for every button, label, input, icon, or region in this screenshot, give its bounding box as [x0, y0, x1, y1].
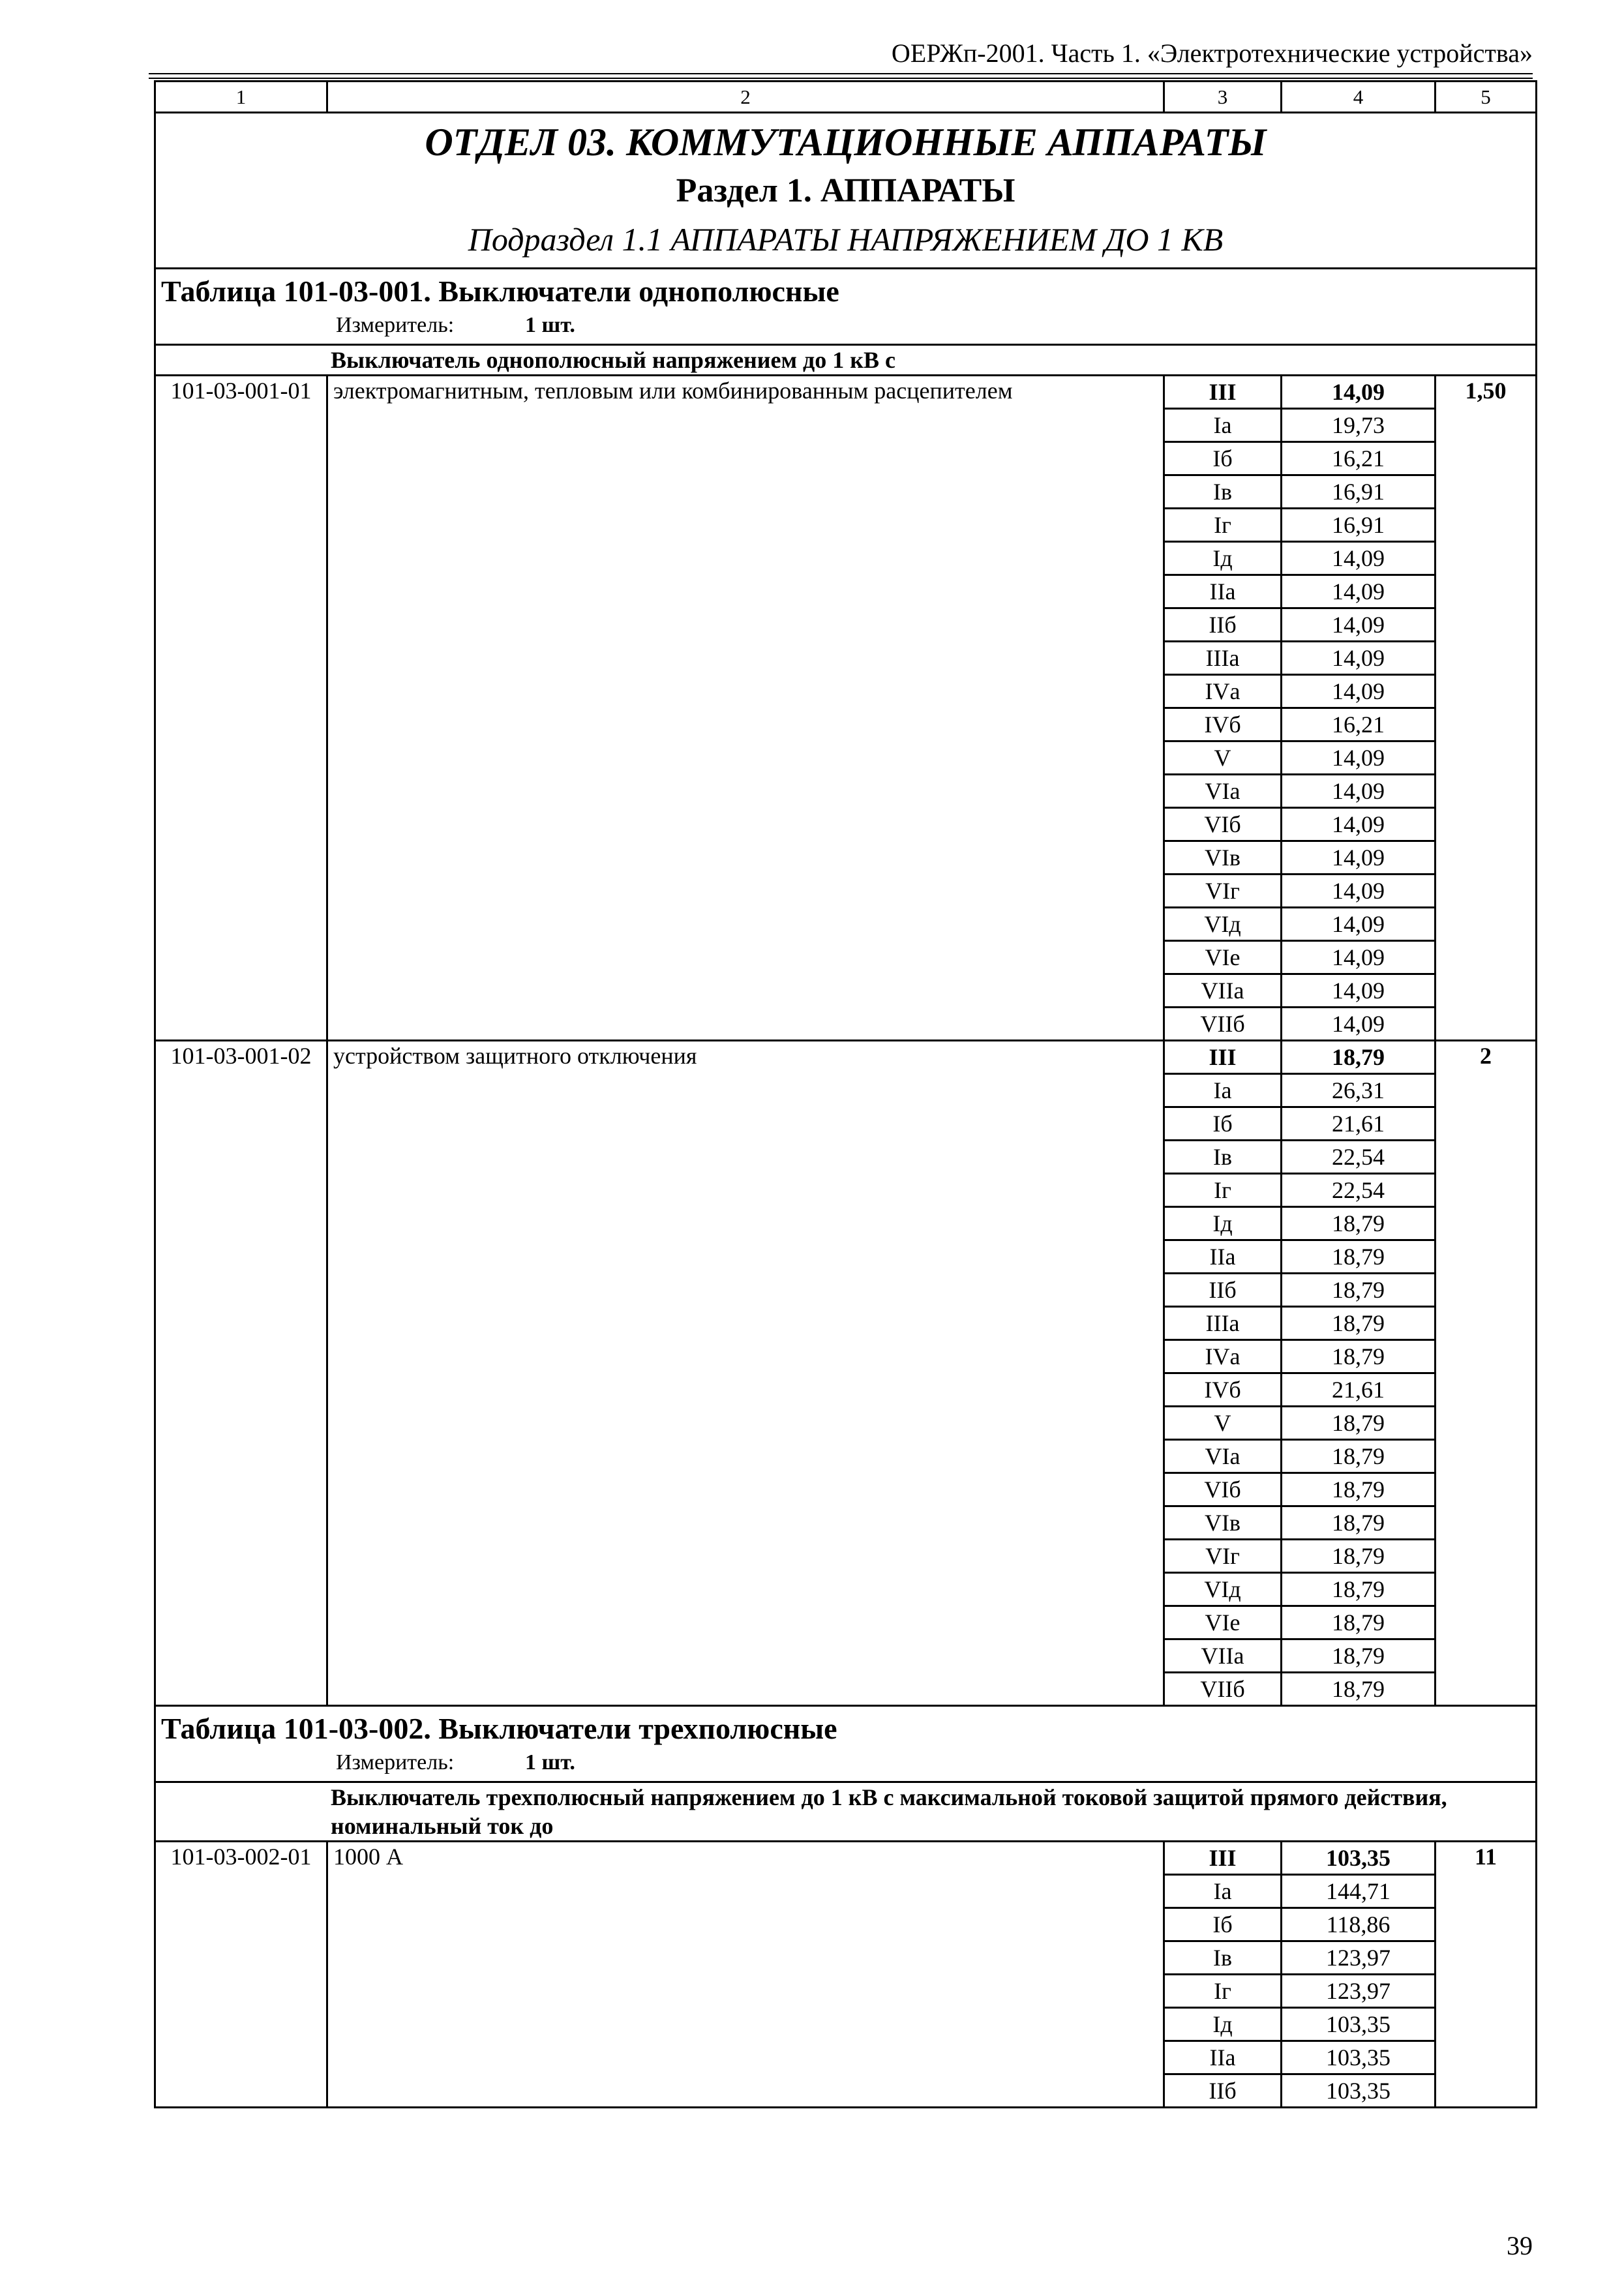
- zone-cell: IIб: [1164, 608, 1282, 642]
- table-heading-row: [155, 1706, 1537, 1782]
- zone-cell: Iа: [1164, 1074, 1282, 1107]
- zone-cell: Iа: [1164, 1875, 1282, 1908]
- value-cell: 14,09: [1282, 808, 1436, 841]
- section-title-cell: [155, 113, 1537, 269]
- zone-cell: Iб: [1164, 1908, 1282, 1941]
- value-cell: 14,09: [1282, 941, 1436, 974]
- value-cell: 18,79: [1282, 1606, 1436, 1639]
- value-cell: 18,79: [1282, 1307, 1436, 1340]
- table-heading-row: [155, 269, 1537, 345]
- measure-label: Измеритель:: [336, 313, 455, 337]
- zone-cell: VIIб: [1164, 1673, 1282, 1706]
- table-heading-cell: [155, 269, 1537, 345]
- zone-cell: Iг: [1164, 1975, 1282, 2008]
- value-cell: 103,35: [1282, 2041, 1436, 2074]
- value-cell: 16,91: [1282, 475, 1436, 509]
- value-cell: 14,09: [1282, 542, 1436, 575]
- zone-cell: Iд: [1164, 542, 1282, 575]
- zone-cell: Iд: [1164, 1207, 1282, 1240]
- value-cell: 118,86: [1282, 1908, 1436, 1941]
- value-cell: 14,09: [1282, 675, 1436, 708]
- header-rule-top: [149, 73, 1533, 74]
- measure-value: 1 шт.: [525, 313, 575, 337]
- column-number-4: 4: [1282, 82, 1436, 113]
- zone-cell: IIб: [1164, 1274, 1282, 1307]
- zone-cell: VIIа: [1164, 974, 1282, 1008]
- table-row: [155, 1041, 1537, 1074]
- column-number-row: [155, 82, 1537, 113]
- value-cell: 18,79: [1282, 1473, 1436, 1506]
- value-cell: 103,35: [1282, 2074, 1436, 2108]
- value-cell: 103,35: [1282, 2008, 1436, 2041]
- value-cell: 19,73: [1282, 409, 1436, 442]
- zone-cell: IVб: [1164, 1373, 1282, 1407]
- zone-cell: IIа: [1164, 575, 1282, 608]
- zone-cell: Iб: [1164, 442, 1282, 475]
- value-cell: 123,97: [1282, 1941, 1436, 1975]
- zone-cell: Iг: [1164, 509, 1282, 542]
- column-number-5: 5: [1436, 82, 1537, 113]
- column-number-2: 2: [327, 82, 1164, 113]
- zone-cell: IVб: [1164, 708, 1282, 741]
- price-table: [154, 80, 1537, 2108]
- value-cell: 14,09: [1282, 841, 1436, 875]
- value-cell: 18,79: [1282, 1041, 1436, 1074]
- item-col5: 2: [1436, 1041, 1537, 1706]
- item-code: 101-03-002-01: [155, 1842, 327, 2108]
- podrazdel-title: Подраздел 1.1 АППАРАТЫ НАПРЯЖЕНИЕМ ДО 1 КВ: [468, 221, 1224, 258]
- group-heading-row: [155, 1782, 1537, 1842]
- zone-cell: IIIа: [1164, 642, 1282, 675]
- column-number-3: 3: [1164, 82, 1282, 113]
- table-title: Таблица 101-03-001. Выключатели однополюсные: [161, 275, 839, 308]
- zone-cell: Iв: [1164, 1141, 1282, 1174]
- value-cell: 18,79: [1282, 1440, 1436, 1473]
- value-cell: 22,54: [1282, 1141, 1436, 1174]
- zone-cell: VIа: [1164, 775, 1282, 808]
- value-cell: 14,09: [1282, 875, 1436, 908]
- table-title: Таблица 101-03-002. Выключатели трехполюсные: [161, 1712, 837, 1745]
- zone-cell: Iв: [1164, 1941, 1282, 1975]
- item-name: электромагнитным, тепловым или комбинированным расцепителем: [327, 376, 1164, 1041]
- measure-value: 1 шт.: [525, 1750, 575, 1774]
- zone-cell: VIIа: [1164, 1639, 1282, 1673]
- measure-label: Измеритель:: [336, 1750, 455, 1774]
- value-cell: 144,71: [1282, 1875, 1436, 1908]
- zone-cell: IIб: [1164, 2074, 1282, 2108]
- item-col5: 1,50: [1436, 376, 1537, 1041]
- value-cell: 18,79: [1282, 1207, 1436, 1240]
- zone-cell: Iд: [1164, 2008, 1282, 2041]
- zone-cell: Iг: [1164, 1174, 1282, 1207]
- value-cell: 14,09: [1282, 974, 1436, 1008]
- zone-cell: VIа: [1164, 1440, 1282, 1473]
- value-cell: 14,09: [1282, 775, 1436, 808]
- value-cell: 18,79: [1282, 1340, 1436, 1373]
- item-code: 101-03-001-01: [155, 376, 327, 1041]
- group-heading: Выключатель однополюсный напряжением до 1 кВ с: [155, 345, 1537, 376]
- value-cell: 18,79: [1282, 1274, 1436, 1307]
- item-name: 1000 А: [327, 1842, 1164, 2108]
- zone-cell: Iа: [1164, 409, 1282, 442]
- value-cell: 16,21: [1282, 442, 1436, 475]
- value-cell: 18,79: [1282, 1673, 1436, 1706]
- value-cell: 22,54: [1282, 1174, 1436, 1207]
- value-cell: 14,09: [1282, 741, 1436, 775]
- value-cell: 14,09: [1282, 642, 1436, 675]
- value-cell: 18,79: [1282, 1240, 1436, 1274]
- razdel-title: Раздел 1. АППАРАТЫ: [676, 172, 1015, 209]
- otdel-title: ОТДЕЛ 03. КОММУТАЦИОННЫЕ АППАРАТЫ: [425, 121, 1267, 164]
- zone-cell: VIв: [1164, 1506, 1282, 1540]
- zone-cell: VIб: [1164, 1473, 1282, 1506]
- zone-cell: VIг: [1164, 875, 1282, 908]
- value-cell: 14,09: [1282, 908, 1436, 941]
- value-cell: 16,21: [1282, 708, 1436, 741]
- zone-cell: VIд: [1164, 908, 1282, 941]
- measure-line: [161, 1748, 1530, 1777]
- zone-cell: Iв: [1164, 475, 1282, 509]
- zone-cell: VIIб: [1164, 1008, 1282, 1041]
- value-cell: 14,09: [1282, 575, 1436, 608]
- zone-cell: IIIа: [1164, 1307, 1282, 1340]
- zone-cell: VIд: [1164, 1573, 1282, 1606]
- value-cell: 18,79: [1282, 1639, 1436, 1673]
- value-cell: 18,79: [1282, 1506, 1436, 1540]
- table-heading-cell: [155, 1706, 1537, 1782]
- value-cell: 21,61: [1282, 1373, 1436, 1407]
- item-code: 101-03-001-02: [155, 1041, 327, 1706]
- group-heading: Выключатель трехполюсный напряжением до 1 кВ с максимальной токовой защитой прямого действия, номинальный ток до: [155, 1782, 1537, 1842]
- section-title-row: [155, 113, 1537, 269]
- zone-cell: III: [1164, 376, 1282, 409]
- zone-cell: VIв: [1164, 841, 1282, 875]
- zone-cell: VIе: [1164, 1606, 1282, 1639]
- header-rule-bottom: [149, 78, 1533, 79]
- zone-cell: VIб: [1164, 808, 1282, 841]
- zone-cell: III: [1164, 1842, 1282, 1875]
- document-header: ОЕРЖп-2001. Часть 1. «Электротехнические устройства»: [891, 38, 1533, 68]
- zone-cell: IIа: [1164, 2041, 1282, 2074]
- zone-cell: V: [1164, 1407, 1282, 1440]
- zone-cell: V: [1164, 741, 1282, 775]
- zone-cell: III: [1164, 1041, 1282, 1074]
- value-cell: 103,35: [1282, 1842, 1436, 1875]
- zone-cell: IVа: [1164, 1340, 1282, 1373]
- zone-cell: IIа: [1164, 1240, 1282, 1274]
- value-cell: 26,31: [1282, 1074, 1436, 1107]
- column-number-1: 1: [155, 82, 327, 113]
- table-row: [155, 1842, 1537, 1875]
- zone-cell: IVа: [1164, 675, 1282, 708]
- zone-cell: VIе: [1164, 941, 1282, 974]
- value-cell: 14,09: [1282, 1008, 1436, 1041]
- measure-line: [161, 311, 1530, 340]
- value-cell: 123,97: [1282, 1975, 1436, 2008]
- group-heading-row: [155, 345, 1537, 376]
- page-number: 39: [1507, 2231, 1533, 2260]
- value-cell: 21,61: [1282, 1107, 1436, 1141]
- item-name: устройством защитного отключения: [327, 1041, 1164, 1706]
- value-cell: 18,79: [1282, 1407, 1436, 1440]
- item-col5: 11: [1436, 1842, 1537, 2108]
- zone-cell: VIг: [1164, 1540, 1282, 1573]
- table-row: [155, 376, 1537, 409]
- value-cell: 14,09: [1282, 376, 1436, 409]
- value-cell: 14,09: [1282, 608, 1436, 642]
- zone-cell: Iб: [1164, 1107, 1282, 1141]
- value-cell: 18,79: [1282, 1540, 1436, 1573]
- value-cell: 16,91: [1282, 509, 1436, 542]
- value-cell: 18,79: [1282, 1573, 1436, 1606]
